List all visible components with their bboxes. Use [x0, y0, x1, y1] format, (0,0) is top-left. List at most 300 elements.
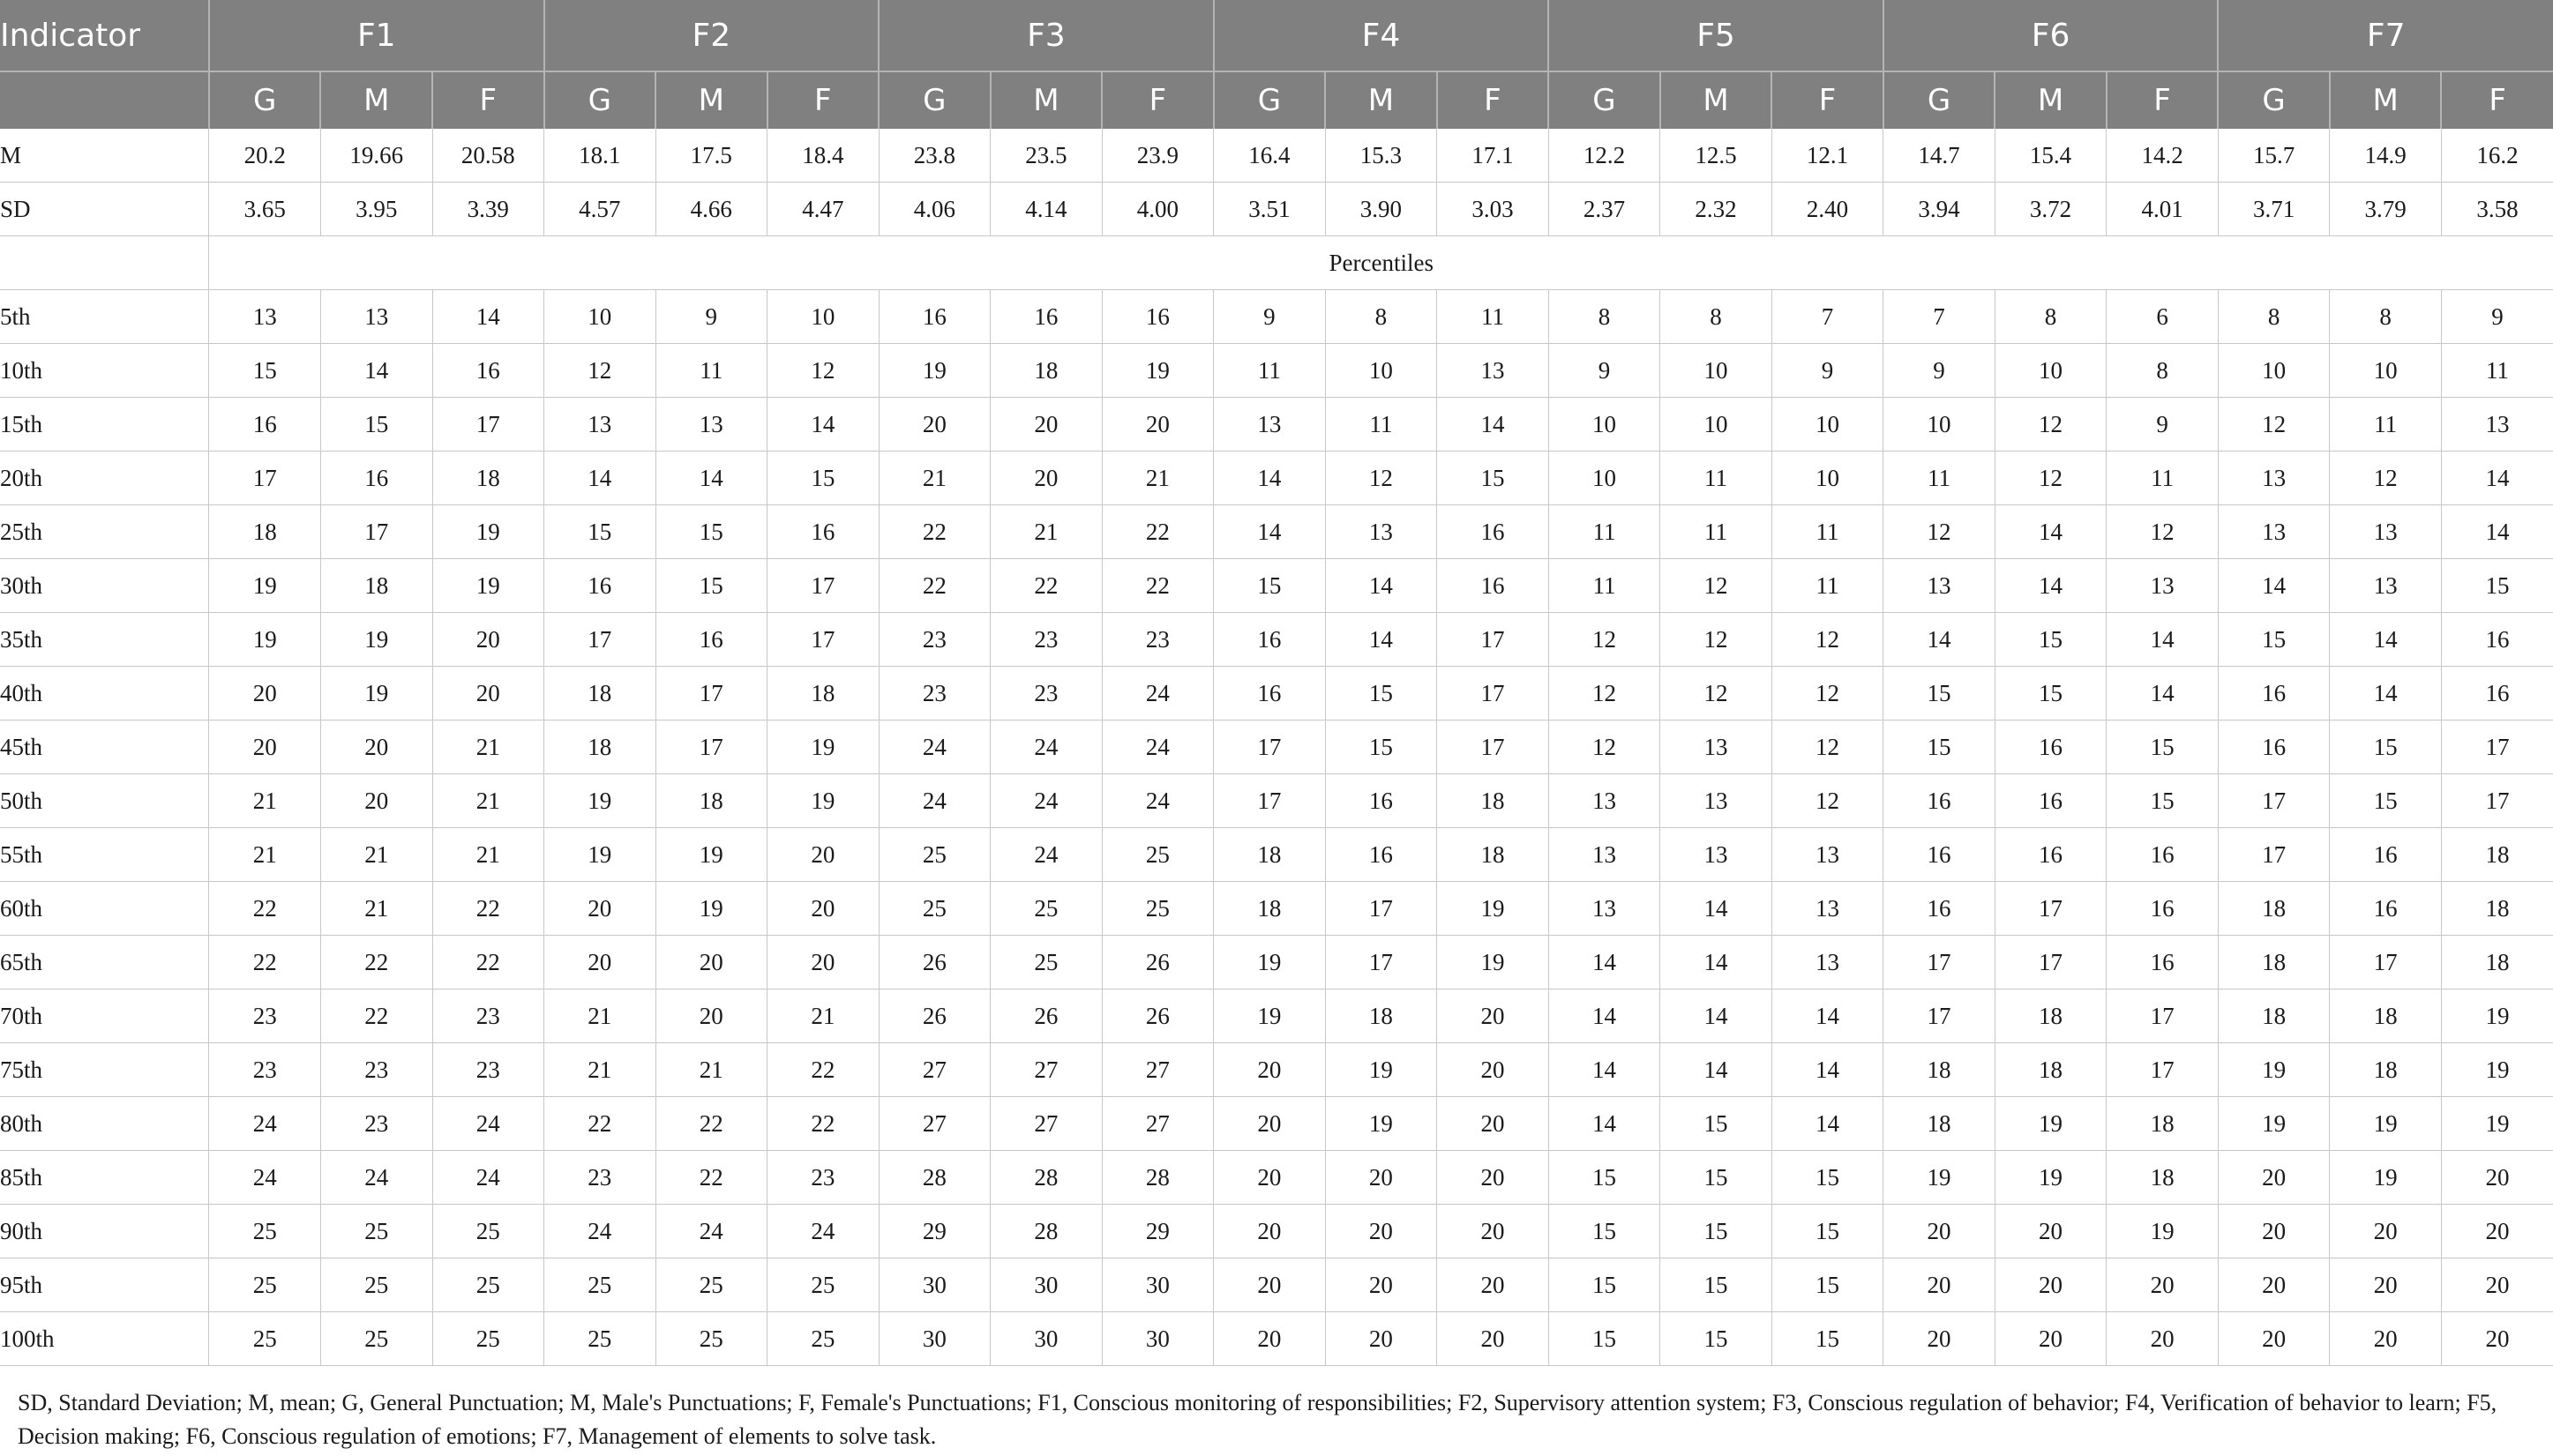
table-cell: 14.7	[1883, 129, 1995, 183]
table-cell: 7	[1883, 290, 1995, 344]
table-cell: 20	[1214, 1043, 1326, 1097]
table-cell: 19	[2441, 1043, 2553, 1097]
table-cell: 6	[2107, 290, 2219, 344]
table-cell: 10	[1883, 398, 1995, 452]
table-cell: 12	[2107, 505, 2219, 559]
table-cell: 23.8	[879, 129, 991, 183]
table-cell: 25	[209, 1205, 321, 1258]
table-cell: 19	[544, 774, 656, 828]
row-label: M	[0, 129, 209, 183]
table-cell: 30	[991, 1312, 1103, 1366]
table-cell: 14	[2107, 613, 2219, 667]
table-cell: 18	[767, 667, 880, 721]
factor-header-f2: F2	[544, 0, 880, 71]
table-cell: 3.58	[2441, 183, 2553, 236]
table-cell: 20	[1214, 1312, 1326, 1366]
table-cell: 20	[1437, 1258, 1549, 1312]
table-cell: 14	[320, 344, 432, 398]
table-cell: 16	[767, 505, 880, 559]
table-cell: 15	[544, 505, 656, 559]
table-cell: 19	[1325, 1097, 1437, 1151]
table-row	[0, 559, 2553, 613]
table-cell: 22	[320, 936, 432, 989]
subcolumn-header-f5-m: M	[1660, 71, 1772, 129]
table-cell: 9	[1214, 290, 1326, 344]
table-cell: 30	[879, 1258, 991, 1312]
table-cell: 24	[432, 1097, 544, 1151]
table-cell: 17	[2107, 989, 2219, 1043]
table-cell: 14	[2441, 505, 2553, 559]
table-cell: 13	[2330, 559, 2442, 613]
subcolumn-header-f6-f: F	[2107, 71, 2219, 129]
table-cell: 20	[320, 774, 432, 828]
table-cell: 23	[879, 613, 991, 667]
subcolumn-header-f3-g: G	[879, 71, 991, 129]
table-cell: 28	[991, 1205, 1103, 1258]
table-cell: 14	[1771, 1097, 1883, 1151]
table-cell: 14.9	[2330, 129, 2442, 183]
table-cell: 18	[2218, 882, 2330, 936]
table-cell: 9	[1883, 344, 1995, 398]
table-cell: 16	[1995, 774, 2107, 828]
table-cell: 18	[1437, 774, 1549, 828]
table-cell: 14	[1214, 452, 1326, 505]
table-cell: 14	[2330, 667, 2442, 721]
table-cell: 21	[991, 505, 1103, 559]
table-cell: 25	[767, 1258, 880, 1312]
table-cell: 3.65	[209, 183, 321, 236]
table-cell: 19	[320, 667, 432, 721]
table-cell: 14	[2441, 452, 2553, 505]
table-cell: 16.2	[2441, 129, 2553, 183]
table-cell: 4.57	[544, 183, 656, 236]
table-cell: 8	[1660, 290, 1772, 344]
table-cell: 25	[432, 1312, 544, 1366]
table-cell: 25	[655, 1312, 767, 1366]
table-cell: 23	[767, 1151, 880, 1205]
table-cell: 15	[1660, 1205, 1772, 1258]
table-cell: 12	[1771, 667, 1883, 721]
table-cell: 11	[1548, 559, 1660, 613]
table-cell: 17	[767, 613, 880, 667]
table-cell: 16	[1437, 559, 1549, 613]
table-cell: 19	[2107, 1205, 2219, 1258]
table-cell: 4.66	[655, 183, 767, 236]
table-cell: 28	[1102, 1151, 1214, 1205]
table-row	[0, 290, 2553, 344]
table-cell: 12.2	[1548, 129, 1660, 183]
subcolumn-header-f6-g: G	[1883, 71, 1995, 129]
table-cell: 14	[1437, 398, 1549, 452]
table-cell: 19	[1995, 1097, 2107, 1151]
table-cell: 14	[1325, 613, 1437, 667]
table-cell: 20	[432, 613, 544, 667]
table-cell: 20	[2441, 1205, 2553, 1258]
table-cell: 24	[991, 774, 1103, 828]
table-cell: 19	[655, 828, 767, 882]
subcolumn-header-f7-f: F	[2441, 71, 2553, 129]
table-cell: 20	[1883, 1205, 1995, 1258]
table-cell: 13	[1883, 559, 1995, 613]
table-cell: 15	[1325, 667, 1437, 721]
table-row	[0, 183, 2553, 236]
table-cell: 28	[879, 1151, 991, 1205]
table-cell: 25	[432, 1205, 544, 1258]
table-cell: 23	[209, 1043, 321, 1097]
table-cell: 19	[1214, 936, 1326, 989]
table-cell: 19	[320, 613, 432, 667]
row-label: 75th	[0, 1043, 209, 1097]
table-cell: 8	[2107, 344, 2219, 398]
table-cell: 16	[1102, 290, 1214, 344]
table-cell: 11	[1883, 452, 1995, 505]
factor-header-f6: F6	[1883, 0, 2219, 71]
table-cell: 17	[1883, 936, 1995, 989]
table-cell: 20	[1102, 398, 1214, 452]
table-cell: 19	[432, 505, 544, 559]
table-cell: 16	[1883, 882, 1995, 936]
table-cell: 17	[1883, 989, 1995, 1043]
table-cell: 17	[1214, 774, 1326, 828]
table-cell: 12	[767, 344, 880, 398]
table-cell: 22	[1102, 559, 1214, 613]
table-cell: 25	[320, 1258, 432, 1312]
table-cell: 27	[879, 1043, 991, 1097]
table-cell: 4.14	[991, 183, 1103, 236]
table-cell: 13	[1548, 828, 1660, 882]
table-cell: 19.66	[320, 129, 432, 183]
table-cell: 15	[1660, 1097, 1772, 1151]
table-cell: 11	[1771, 505, 1883, 559]
table-cell: 25	[655, 1258, 767, 1312]
table-cell: 25	[1102, 828, 1214, 882]
subcolumn-header-f4-g: G	[1214, 71, 1326, 129]
table-cell: 13	[1548, 774, 1660, 828]
table-cell: 14	[544, 452, 656, 505]
table-cell: 16	[1325, 828, 1437, 882]
table-cell: 20.58	[432, 129, 544, 183]
table-cell: 20	[1214, 1097, 1326, 1151]
table-cell: 17	[655, 667, 767, 721]
table-cell: 12	[1771, 613, 1883, 667]
table-row	[0, 828, 2553, 882]
table-cell: 13	[2330, 505, 2442, 559]
table-cell: 11	[2441, 344, 2553, 398]
table-cell: 17.5	[655, 129, 767, 183]
table-cell: 19	[209, 559, 321, 613]
table-cell: 19	[2218, 1043, 2330, 1097]
table-cell: 13	[655, 398, 767, 452]
table-cell: 12	[1995, 398, 2107, 452]
table-cell: 19	[1883, 1151, 1995, 1205]
table-cell: 20.2	[209, 129, 321, 183]
table-cell: 16.4	[1214, 129, 1326, 183]
row-label: SD	[0, 183, 209, 236]
table-cell: 17	[1214, 721, 1326, 774]
table-cell: 20	[991, 398, 1103, 452]
table-cell: 27	[1102, 1097, 1214, 1151]
table-cell: 20	[1437, 1043, 1549, 1097]
indicator-header: Indicator	[0, 0, 209, 71]
table-cell: 13	[1437, 344, 1549, 398]
table-cell: 3.72	[1995, 183, 2107, 236]
table-cell: 12	[1548, 721, 1660, 774]
table-cell: 12	[1548, 667, 1660, 721]
table-cell: 16	[2107, 828, 2219, 882]
table-cell: 26	[879, 989, 991, 1043]
table-cell: 23.9	[1102, 129, 1214, 183]
table-cell: 16	[879, 290, 991, 344]
table-cell: 24	[320, 1151, 432, 1205]
table-cell: 26	[1102, 989, 1214, 1043]
table-cell: 21	[767, 989, 880, 1043]
table-cell: 14	[1548, 1043, 1660, 1097]
table-cell: 21	[655, 1043, 767, 1097]
table-cell: 17	[544, 613, 656, 667]
table-cell: 8	[1548, 290, 1660, 344]
table-cell: 12	[1660, 667, 1772, 721]
table-cell: 21	[879, 452, 991, 505]
table-cell: 3.79	[2330, 183, 2442, 236]
row-label: 20th	[0, 452, 209, 505]
table-cell: 25	[544, 1312, 656, 1366]
table-cell: 17	[2107, 1043, 2219, 1097]
table-cell: 16	[2441, 613, 2553, 667]
table-cell: 12	[1771, 721, 1883, 774]
table-cell: 14	[655, 452, 767, 505]
table-cell: 23	[320, 1097, 432, 1151]
table-cell: 13	[2218, 452, 2330, 505]
table-row	[0, 667, 2553, 721]
table-cell: 22	[767, 1097, 880, 1151]
table-cell: 16	[432, 344, 544, 398]
table-cell: 23	[544, 1151, 656, 1205]
table-cell: 17	[1995, 882, 2107, 936]
table-cell: 13	[2218, 505, 2330, 559]
table-cell: 17	[2218, 828, 2330, 882]
table-cell: 20	[1214, 1151, 1326, 1205]
table-cell: 18	[1995, 1043, 2107, 1097]
table-cell: 18	[655, 774, 767, 828]
table-cell: 16	[1995, 721, 2107, 774]
row-label: 10th	[0, 344, 209, 398]
table-cell: 21	[432, 721, 544, 774]
subcolumn-header-f2-g: G	[544, 71, 656, 129]
table-cell: 13	[1771, 828, 1883, 882]
table-cell: 13	[2441, 398, 2553, 452]
table-cell: 16	[2330, 828, 2442, 882]
table-cell: 3.94	[1883, 183, 1995, 236]
table-cell: 23	[432, 1043, 544, 1097]
factor-header-f5: F5	[1548, 0, 1883, 71]
table-cell: 13	[2107, 559, 2219, 613]
table-cell: 19	[2330, 1151, 2442, 1205]
row-label: 65th	[0, 936, 209, 989]
table-cell: 11	[1325, 398, 1437, 452]
table-cell: 21	[209, 774, 321, 828]
table-cell: 15	[1995, 667, 2107, 721]
table-cell: 22	[879, 559, 991, 613]
table-cell: 23.5	[991, 129, 1103, 183]
table-cell: 20	[2441, 1312, 2553, 1366]
table-cell: 13	[1771, 936, 1883, 989]
table-cell: 22	[991, 559, 1103, 613]
table-row	[0, 721, 2553, 774]
table-cell: 20	[2330, 1258, 2442, 1312]
table-cell: 16	[544, 559, 656, 613]
table-row	[0, 989, 2553, 1043]
table-cell: 23	[320, 1043, 432, 1097]
table-cell: 20	[1325, 1312, 1437, 1366]
subcolumn-header-f5-g: G	[1548, 71, 1660, 129]
subcolumn-header-f3-m: M	[991, 71, 1103, 129]
table-cell: 18	[544, 667, 656, 721]
table-cell: 12	[2218, 398, 2330, 452]
table-cell: 10	[1660, 398, 1772, 452]
table-body	[0, 129, 2553, 1366]
table-cell: 18	[2107, 1151, 2219, 1205]
section-row-blank	[0, 236, 209, 290]
table-cell: 22	[432, 882, 544, 936]
table-cell: 26	[1102, 936, 1214, 989]
table-row	[0, 936, 2553, 989]
table-cell: 15	[320, 398, 432, 452]
table-cell: 15	[1548, 1205, 1660, 1258]
table-cell: 15	[1325, 721, 1437, 774]
table-cell: 17	[209, 452, 321, 505]
table-cell: 14	[1548, 989, 1660, 1043]
table-cell: 24	[432, 1151, 544, 1205]
table-cell: 17	[767, 559, 880, 613]
table-cell: 3.39	[432, 183, 544, 236]
table-cell: 11	[1771, 559, 1883, 613]
table-header	[0, 0, 2553, 129]
table-cell: 25	[991, 882, 1103, 936]
row-label: 100th	[0, 1312, 209, 1366]
table-cell: 13	[544, 398, 656, 452]
table-cell: 24	[544, 1205, 656, 1258]
table-cell: 19	[767, 774, 880, 828]
table-cell: 25	[320, 1312, 432, 1366]
table-cell: 16	[1214, 613, 1326, 667]
table-cell: 25	[1102, 882, 1214, 936]
table-cell: 21	[320, 828, 432, 882]
table-cell: 17	[655, 721, 767, 774]
table-cell: 15	[2330, 721, 2442, 774]
table-cell: 24	[991, 721, 1103, 774]
table-cell: 21	[1102, 452, 1214, 505]
section-row-percentiles	[0, 236, 2553, 290]
table-cell: 14	[1660, 1043, 1772, 1097]
table-cell: 20	[991, 452, 1103, 505]
table-cell: 4.47	[767, 183, 880, 236]
indicator-header-blank	[0, 71, 209, 129]
table-cell: 20	[1214, 1258, 1326, 1312]
table-cell: 25	[879, 828, 991, 882]
table-cell: 13	[1771, 882, 1883, 936]
table-cell: 25	[544, 1258, 656, 1312]
table-row	[0, 613, 2553, 667]
row-label: 85th	[0, 1151, 209, 1205]
row-label: 35th	[0, 613, 209, 667]
table-cell: 11	[2107, 452, 2219, 505]
table-cell: 24	[1102, 667, 1214, 721]
table-cell: 14	[1660, 882, 1772, 936]
table-cell: 4.06	[879, 183, 991, 236]
subcolumn-header-f1-m: M	[320, 71, 432, 129]
subcolumn-header-f6-m: M	[1995, 71, 2107, 129]
table-cell: 16	[2330, 882, 2442, 936]
table-cell: 15.4	[1995, 129, 2107, 183]
table-row	[0, 129, 2553, 183]
table-cell: 15	[1883, 667, 1995, 721]
row-label: 50th	[0, 774, 209, 828]
table-cell: 29	[1102, 1205, 1214, 1258]
row-label: 25th	[0, 505, 209, 559]
table-cell: 17	[320, 505, 432, 559]
table-cell: 3.51	[1214, 183, 1326, 236]
table-cell: 10	[2330, 344, 2442, 398]
table-cell: 25	[767, 1312, 880, 1366]
table-cell: 19	[2218, 1097, 2330, 1151]
table-row	[0, 1043, 2553, 1097]
table-cell: 24	[209, 1097, 321, 1151]
table-cell: 16	[1437, 505, 1549, 559]
table-cell: 20	[1883, 1258, 1995, 1312]
subcolumn-header-f7-m: M	[2330, 71, 2442, 129]
row-label: 90th	[0, 1205, 209, 1258]
table-row	[0, 505, 2553, 559]
subcolumn-header-f2-m: M	[655, 71, 767, 129]
table-cell: 14	[1995, 559, 2107, 613]
table-cell: 12	[1771, 774, 1883, 828]
table-cell: 15	[1883, 721, 1995, 774]
table-cell: 18	[1214, 828, 1326, 882]
table-cell: 20	[655, 989, 767, 1043]
factor-header-f3: F3	[879, 0, 1214, 71]
table-cell: 12	[1883, 505, 1995, 559]
table-cell: 16	[991, 290, 1103, 344]
table-cell: 14	[2218, 559, 2330, 613]
table-cell: 19	[544, 828, 656, 882]
table-cell: 11	[1660, 452, 1772, 505]
table-cell: 20	[1437, 989, 1549, 1043]
table-cell: 15	[1548, 1312, 1660, 1366]
subcolumn-header-f2-f: F	[767, 71, 880, 129]
table-cell: 20	[2330, 1312, 2442, 1366]
table-cell: 18.1	[544, 129, 656, 183]
table-cell: 3.95	[320, 183, 432, 236]
table-cell: 12	[544, 344, 656, 398]
table-cell: 18	[1325, 989, 1437, 1043]
table-cell: 18	[1883, 1043, 1995, 1097]
row-label: 30th	[0, 559, 209, 613]
table-cell: 13	[320, 290, 432, 344]
table-cell: 18	[2218, 936, 2330, 989]
table-cell: 10	[1995, 344, 2107, 398]
table-cell: 23	[991, 667, 1103, 721]
table-cell: 20	[1995, 1258, 2107, 1312]
table-cell: 25	[991, 936, 1103, 989]
table-cell: 20	[2330, 1205, 2442, 1258]
table-cell: 19	[1995, 1151, 2107, 1205]
table-cell: 17	[1437, 721, 1549, 774]
table-cell: 3.03	[1437, 183, 1549, 236]
table-cell: 20	[767, 882, 880, 936]
table-cell: 17	[1437, 667, 1549, 721]
subcolumn-header-f1-f: F	[432, 71, 544, 129]
table-cell: 18	[1437, 828, 1549, 882]
